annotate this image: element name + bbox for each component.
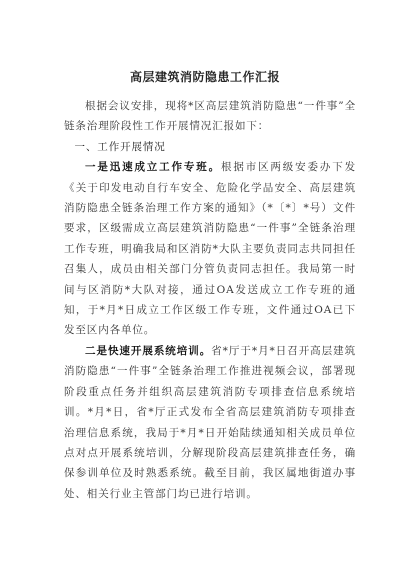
- paragraph-task-force: [64, 157, 356, 341]
- paragraph-lead: 一是迅速成立工作专班。: [85, 161, 221, 174]
- document-title: 高层建筑消防隐患工作汇报: [129, 70, 280, 84]
- paragraph-text: 根据市区两级安委办下发《关于印发电动自行车安全、危险化学品安全、高层建筑消防隐患全链条治理工作方案的通知》（*〔*〕*号）文件要求，区级需成立高层建筑消防隐患“一件事”全链条治理工作专班，明确我局和区消防*大队主要负责同志共同担任召集人，成员由相关部门分管负责同志担任。我局第一时间与区消防*大队对接，通过OA发送成立工作专班的通知，于*月*日成立工作区级工作专班，文件通过OA已下发至区内各单位。: [64, 161, 356, 337]
- intro-paragraph: 根据会议安排，现将*区高层建筑消防隐患“一件事”全链条治理阶段性工作开展情况汇报如下：: [64, 100, 356, 133]
- paragraph-lead: 二是快速开展系统培训。: [85, 344, 212, 357]
- document-body: [64, 96, 356, 504]
- paragraph-text: 省*厅于*月*日召开高层建筑消防隐患“一件事”全链条治理工作推进视频会议，部署现阶段重点任务并组织高层建筑消防专项排查信息系统培训。*月*日，省*厅正式发布全省高层建筑消防专项排查治理信息系统，我局于*月*日开始陆续通知相关成员单位点对点开展系统培训，分解现阶段高层建筑排查任务，确保参训单位及时熟悉系统。截至目前，我区属地街道办事处、相关行业主管部门均已进行培训。: [64, 344, 356, 500]
- paragraph-training: [64, 341, 356, 504]
- section-heading: 一、工作开展情况: [74, 140, 166, 153]
